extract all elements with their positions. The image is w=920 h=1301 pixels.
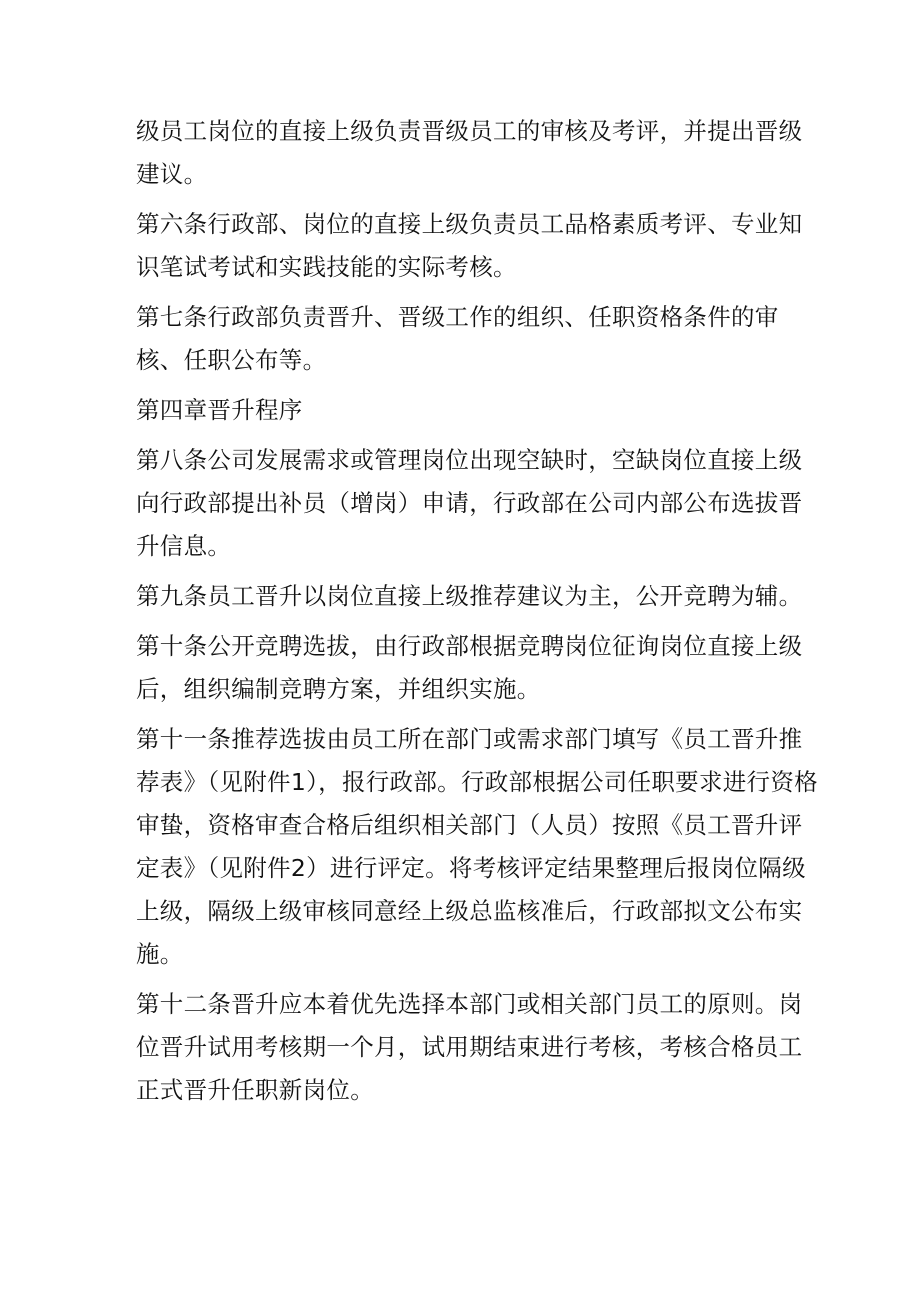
paragraph-article-12: 第十二条晋升应本着优先选择本部门或相关部门员工的原则。岗位晋升试用考核期一个月，试用期结束进行考核，考核合格员工正式晋升任职新岗位。 <box>136 990 803 1104</box>
paragraph-article-11: 第十一条推荐选拔由员工所在部门或需求部门填写《员工晋升推荐表》（见附件1），报行政部。行政部根据公司任职要求进行资格审蛰，资格审查合格后组织相关部门（人员）按照《员工晋升评定表》（见附件2）进行评定。将考核评定结果整理后报岗位隔级上级，隔级上级审核同意经上级总监核准后，行政部拟文公布实施。 <box>136 725 818 968</box>
paragraph-article-7: 第七条行政部负责晋升、晋级工作的组织、任职资格条件的审核、任职公布等。 <box>136 303 779 374</box>
paragraph-article-10: 第十条公开竞聘选拔，由行政部根据竞聘岗位征询岗位直接上级后，组织编制竞聘方案，并组织实施。 <box>136 632 803 703</box>
paragraph-article-8: 第八条公司发展需求或管理岗位出现空缺时，空缺岗位直接上级向行政部提出补员（增岗）申请，行政部在公司内部公布选拔晋升信息。 <box>136 446 803 560</box>
paragraph-article-6: 第六条行政部、岗位的直接上级负责员工品格素质考评、专业知识笔试考试和实践技能的实际考核。 <box>136 210 803 281</box>
chapter-heading: 第四章晋升程序 <box>136 396 303 424</box>
paragraph-review-promotion: 级员工岗位的直接上级负责晋级员工的审核及考评，并提出晋级建议。 <box>136 117 803 188</box>
paragraph-article-9: 第九条员工晋升以岗位直接上级推荐建议为主，公开竞聘为辅。 <box>136 582 803 610</box>
